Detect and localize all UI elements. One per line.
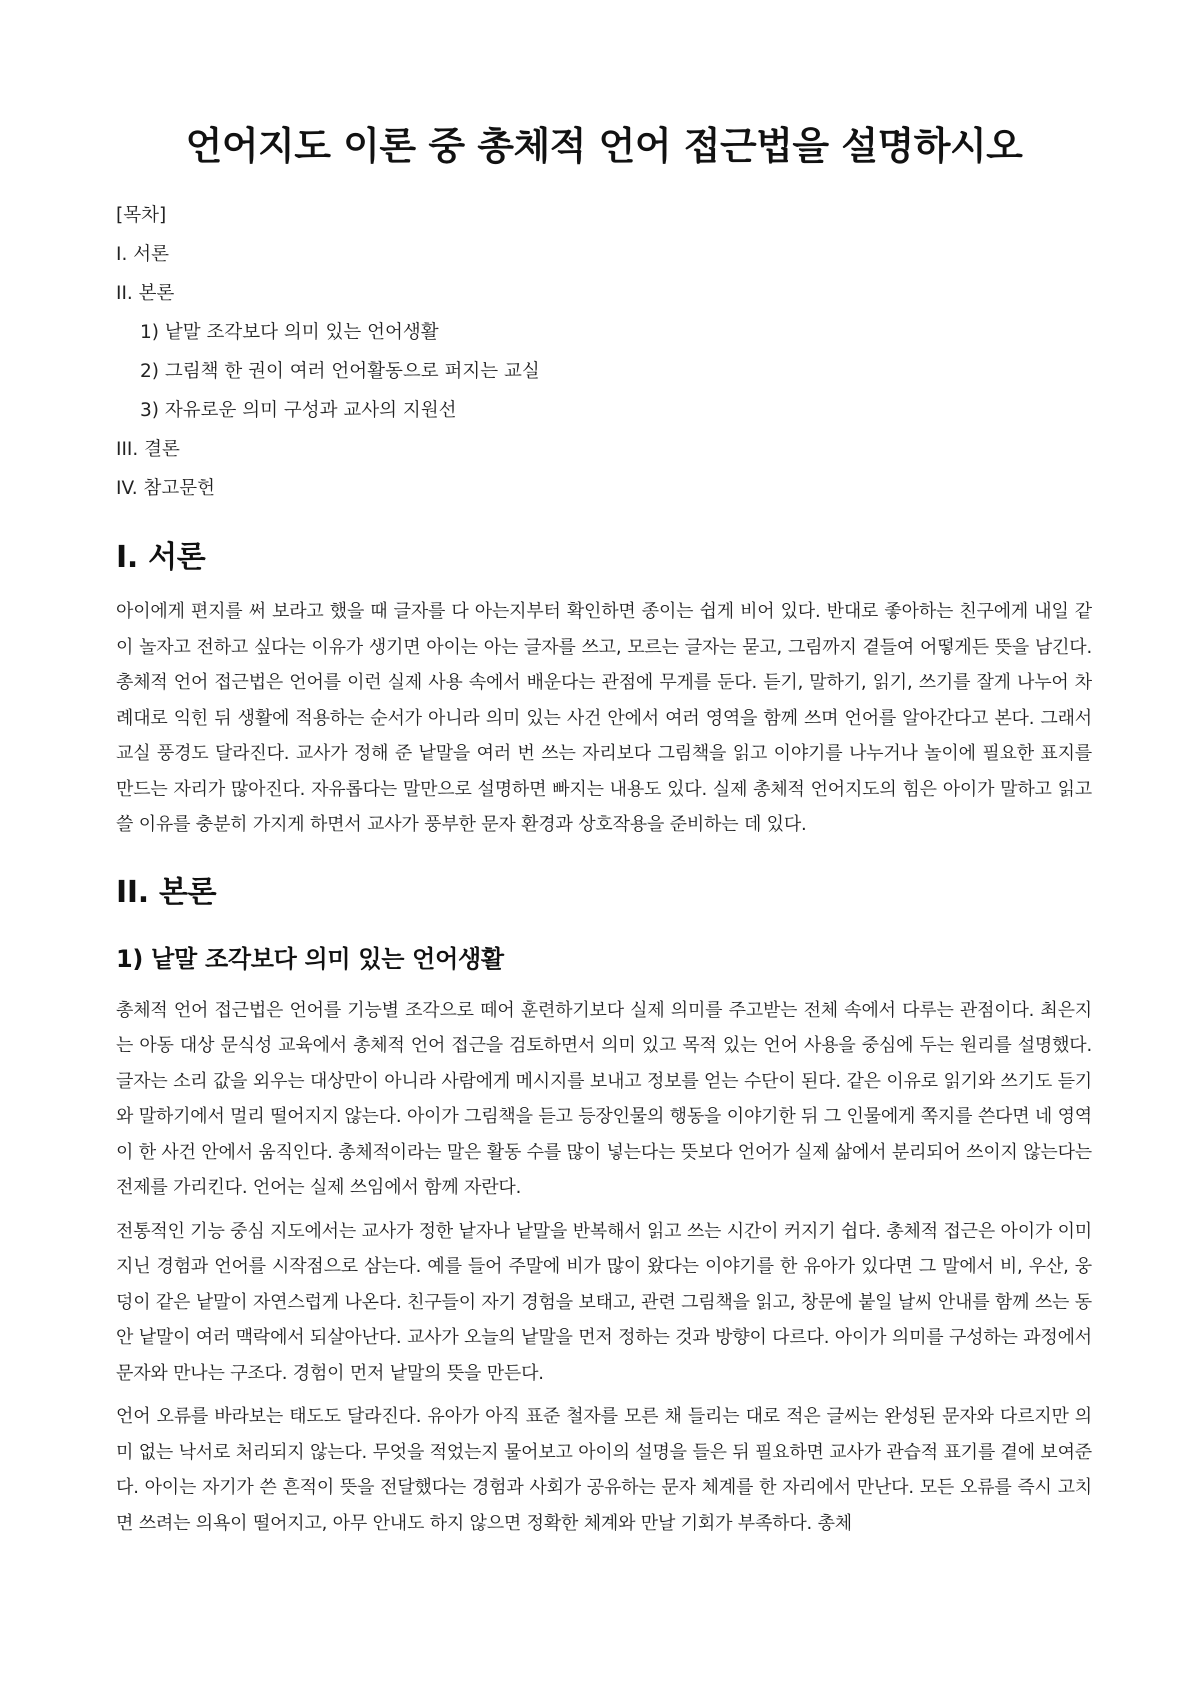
toc-item-conclusion: III. 결론 xyxy=(116,439,180,460)
toc-item-body-2: 2) 그림책 한 권이 여러 언어활동으로 퍼지는 교실 xyxy=(140,361,540,382)
table-of-contents xyxy=(116,235,1092,508)
toc-item-intro: I. 서론 xyxy=(116,244,169,265)
toc-item-references: IV. 참고문헌 xyxy=(116,478,215,499)
toc-heading: [목차] xyxy=(116,205,167,226)
toc-item-body-3: 3) 자유로운 의미 구성과 교사의 지원선 xyxy=(140,400,457,421)
section-heading-intro: I. 서론 xyxy=(116,540,206,575)
toc-item-body-1: 1) 낱말 조각보다 의미 있는 언어생활 xyxy=(140,322,439,343)
subsection-heading-1: 1) 낱말 조각보다 의미 있는 언어생활 xyxy=(116,944,504,973)
toc-item-body: II. 본론 xyxy=(116,283,175,304)
document-title: 언어지도 이론 중 총체적 언어 접근법을 설명하시오 xyxy=(185,124,1023,168)
body-paragraph-1: 총체적 언어 접근법은 언어를 기능별 조각으로 떼어 훈련하기보다 실제 의미를 주고받는 전체 속에서 다루는 관점이다. 최은지는 아동 대상 문식성 교육에서 총체적 언어 접근을 검토하면서 의미 있고 목적 있는 언어 사용을 중심에 두는 원리를 설명했다. 글자는 소리 값을 외우는 대상만이 아니라 사람에게 메시지를 보내고 정보를 얻는 수단이 된다. 같은 이유로 읽기와 쓰기도 듣기와 말하기에서 멀리 떨어지지 않는다. 아이가 그림책을 듣고 등장인물의 행동을 이야기한 뒤 그 인물에게 쪽지를 쓴다면 네 영역이 한 사건 안에서 움직인다. 총체적이라는 말은 활동 수를 많이 넣는다는 뜻보다 언어가 실제 삶에서 분리되어 쓰이지 않는다는 전제를 가리킨다. 언어는 실제 쓰임에서 함께 자란다. xyxy=(116,999,1092,1198)
section-heading-body: II. 본론 xyxy=(116,874,217,910)
intro-paragraph: 아이에게 편지를 써 보라고 했을 때 글자를 다 아는지부터 확인하면 종이는 쉽게 비어 있다. 반대로 좋아하는 친구에게 내일 같이 놀자고 전하고 싶다는 이유가 생기면 아이는 아는 글자를 쓰고, 모르는 글자는 묻고, 그림까지 곁들여 어떻게든 뜻을 남긴다. 총체적 언어 접근법은 언어를 이런 실제 사용 속에서 배운다는 관점에 무게를 둔다. 듣기, 말하기, 읽기, 쓰기를 잘게 나누어 차례대로 익힌 뒤 생활에 적용하는 순서가 아니라 의미 있는 사건 안에서 여러 영역을 함께 쓰며 언어를 알아간다고 본다. 그래서 교실 풍경도 달라진다. 교사가 정해 준 낱말을 여러 번 쓰는 자리보다 그림책을 읽고 이야기를 나누거나 놀이에 필요한 표지를 만드는 자리가 많아진다. 자유롭다는 말만으로 설명하면 빠지는 내용도 있다. 실제 총체적 언어지도의 힘은 아이가 말하고 읽고 쓸 이유를 충분히 가지게 하면서 교사가 풍부한 문자 환경과 상호작용을 준비하는 데 있다. xyxy=(116,601,1092,835)
body-paragraph-3: 언어 오류를 바라보는 태도도 달라진다. 유아가 아직 표준 철자를 모른 채 들리는 대로 적은 글씨는 완성된 문자와 다르지만 의미 없는 낙서로 처리되지 않는다. 무엇을 적었는지 물어보고 아이의 설명을 들은 뒤 필요하면 교사가 관습적 표기를 곁에 보여준다. 아이는 자기가 쓴 흔적이 뜻을 전달했다는 경험과 사회가 공유하는 문자 체계를 한 자리에서 만난다. 모든 오류를 즉시 고치면 쓰려는 의욕이 떨어지고, 아무 안내도 하지 않으면 정확한 체계와 만날 기회가 부족하다. 총체 xyxy=(116,1406,1092,1534)
body-paragraph-2: 전통적인 기능 중심 지도에서는 교사가 정한 낱자나 낱말을 반복해서 읽고 쓰는 시간이 커지기 쉽다. 총체적 접근은 아이가 이미 지닌 경험과 언어를 시작점으로 삼는다. 예를 들어 주말에 비가 많이 왔다는 이야기를 한 유아가 있다면 그 말에서 비, 우산, 웅덩이 같은 낱말이 자연스럽게 나온다. 친구들이 자기 경험을 보태고, 관련 그림책을 읽고, 창문에 붙일 날씨 안내를 함께 쓰는 동안 낱말이 여러 맥락에서 되살아난다. 교사가 오늘의 낱말을 먼저 정하는 것과 방향이 다르다. 아이가 의미를 구성하는 과정에서 문자와 만나는 구조다. 경험이 먼저 낱말의 뜻을 만든다. xyxy=(116,1220,1092,1384)
